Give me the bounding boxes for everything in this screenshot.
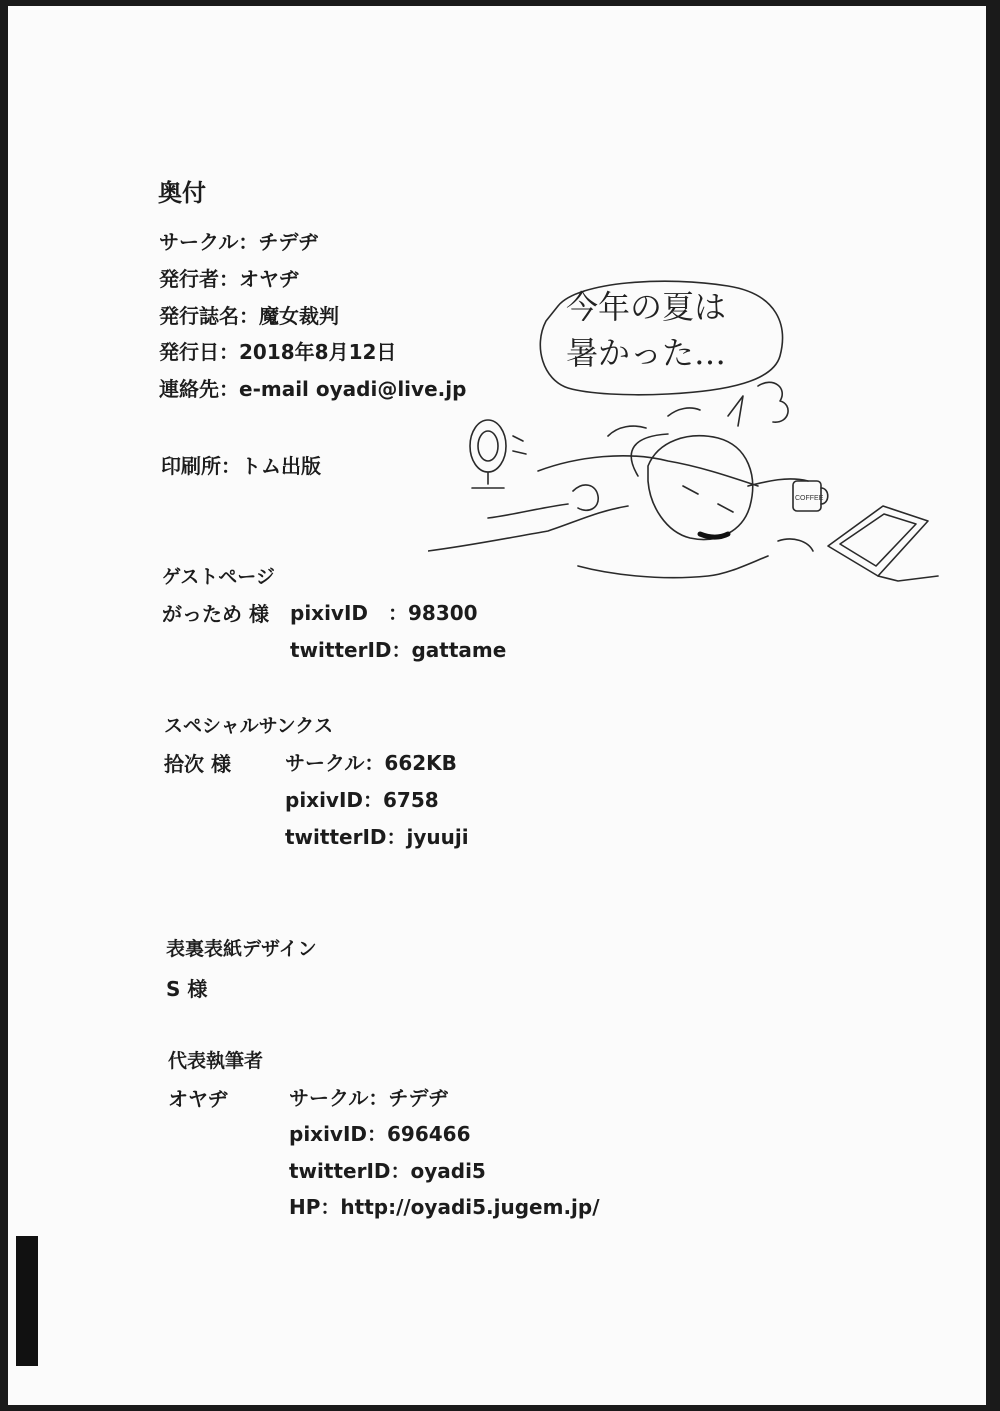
author-heading: 代表執筆者	[168, 1050, 264, 1072]
date-line: 発行日：2018年8月12日	[159, 340, 397, 364]
drawing-tablet-icon	[828, 506, 938, 581]
thanks-heading: スペシャルサンクス	[164, 715, 334, 737]
author-hp: HP：http://oyadi5.jugem.jp/	[289, 1195, 600, 1219]
author-circle: サークル：チデヂ	[289, 1086, 449, 1110]
speech-line-1: 今年の夏は	[566, 288, 727, 326]
thanks-twitter: twitterID：jyuuji	[285, 825, 469, 849]
guest-name: がっため 様	[162, 602, 269, 626]
speech-line-2: 暑かった…	[566, 334, 727, 372]
thanks-circle: サークル：662KB	[285, 751, 457, 775]
guest-heading: ゲストページ	[162, 566, 275, 588]
speech-text	[566, 284, 746, 376]
author-pixiv: pixivID：696466	[289, 1122, 471, 1146]
head-outline	[648, 436, 753, 540]
colophon-page	[8, 6, 986, 1405]
author-name: オヤヂ	[168, 1087, 228, 1111]
mug-label: COFFEE	[795, 495, 824, 502]
circle-line: サークル：チデヂ	[159, 230, 319, 254]
publisher-line: 発行者：オヤヂ	[159, 267, 299, 291]
thanks-pixiv: pixivID：6758	[285, 788, 439, 812]
guest-twitter: twitterID：gattame	[290, 638, 507, 662]
binder-clip-mark	[16, 1236, 38, 1366]
guest-pixiv: pixivID ：98300	[290, 601, 478, 625]
cover-heading: 表裏表紙デザイン	[166, 938, 317, 960]
page-title: 奥付	[158, 179, 206, 207]
thanks-name: 拾次 様	[164, 752, 231, 776]
cover-name: S 様	[166, 977, 208, 1001]
body-outline	[428, 506, 628, 551]
fan-icon	[470, 420, 526, 488]
book-title-line: 発行誌名：魔女裁判	[159, 304, 339, 328]
author-twitter: twitterID：oyadi5	[289, 1159, 486, 1183]
thought-puff	[758, 382, 788, 422]
printer-line: 印刷所：トム出版	[161, 454, 321, 478]
contact-line: 連絡先：e-mail oyadi@live.jp	[159, 377, 467, 401]
coffee-mug-icon	[793, 481, 828, 511]
